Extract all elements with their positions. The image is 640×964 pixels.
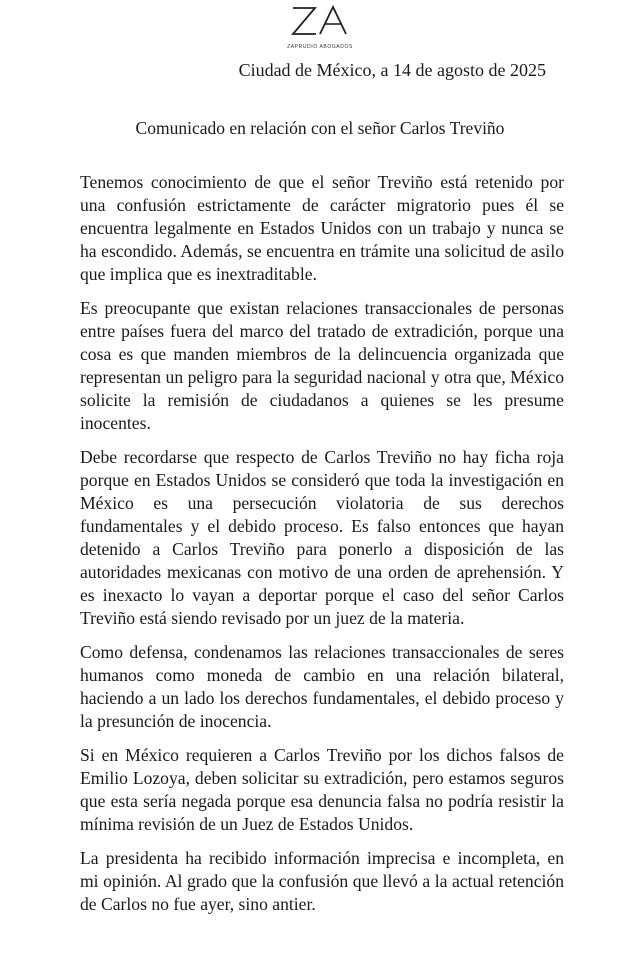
firm-name: ZAPRUDIO ABOGADOS: [287, 44, 353, 50]
paragraph-4: Como defensa, condenamos las relaciones transaccionales de seres humanos como moneda de cambio en una relación bilateral, haciendo a un lado los derechos fundamentales, el debido proceso y la presunción de inocencia.: [80, 642, 564, 731]
paragraph-3: Debe recordarse que respecto de Carlos Treviño no hay ficha roja porque en Estados Unidos se consideró que toda la investigación en México es una persecución violatoria de sus derechos fundamentales y el debido proceso. Es falso entonces que hayan detenido a Carlos Treviño para ponerlo a disposición de las autoridades mexicanas con motivo de una orden de aprehensión. Y es inexacto lo vayan a deportar porque el caso del señor Carlos Treviño está siendo revisado por un juez de la materia.: [80, 447, 564, 628]
date-line: Ciudad de México, a 14 de agosto de 2025: [238, 60, 546, 80]
paragraph-5: Si en México requieren a Carlos Treviño por los dichos falsos de Emilio Lozoya, deben solicitar su extradición, pero estamos seguros que esta sería negada porque esa denuncia falsa no podría resistir la mínima revisión de un Juez de Estados Unidos.: [80, 745, 564, 834]
paragraph-1: Tenemos conocimiento de que el señor Treviño está retenido por una confusión estrictamente de carácter migratorio pues él se encuentra legalmente en Estados Unidos con un trabajo y nunca se ha escondido. Además, se encuentra en trámite una solicitud de asilo que implica que es inextraditable.: [80, 172, 564, 284]
paragraph-2: Es preocupante que existan relaciones transaccionales de personas entre países fuera del marco del tratado de extradición, porque una cosa es que manden miembros de la delincuencia organizada que representan un peligro para la seguridad nacional y otra que, México solicite la remisión de ciudadanos a quienes se les presume inocentes.: [80, 298, 564, 433]
subject-heading: Comunicado en relación con el señor Carlos Treviño: [135, 118, 505, 138]
letterhead: [0, 4, 640, 50]
za-logo-icon: [290, 4, 350, 38]
statement-body: [80, 171, 564, 927]
paragraph-6: La presidenta ha recibido información imprecisa e incompleta, en mi opinión. Al grado que la confusión que llevó a la actual retención de Carlos no fue ayer, sino antier.: [80, 848, 564, 914]
